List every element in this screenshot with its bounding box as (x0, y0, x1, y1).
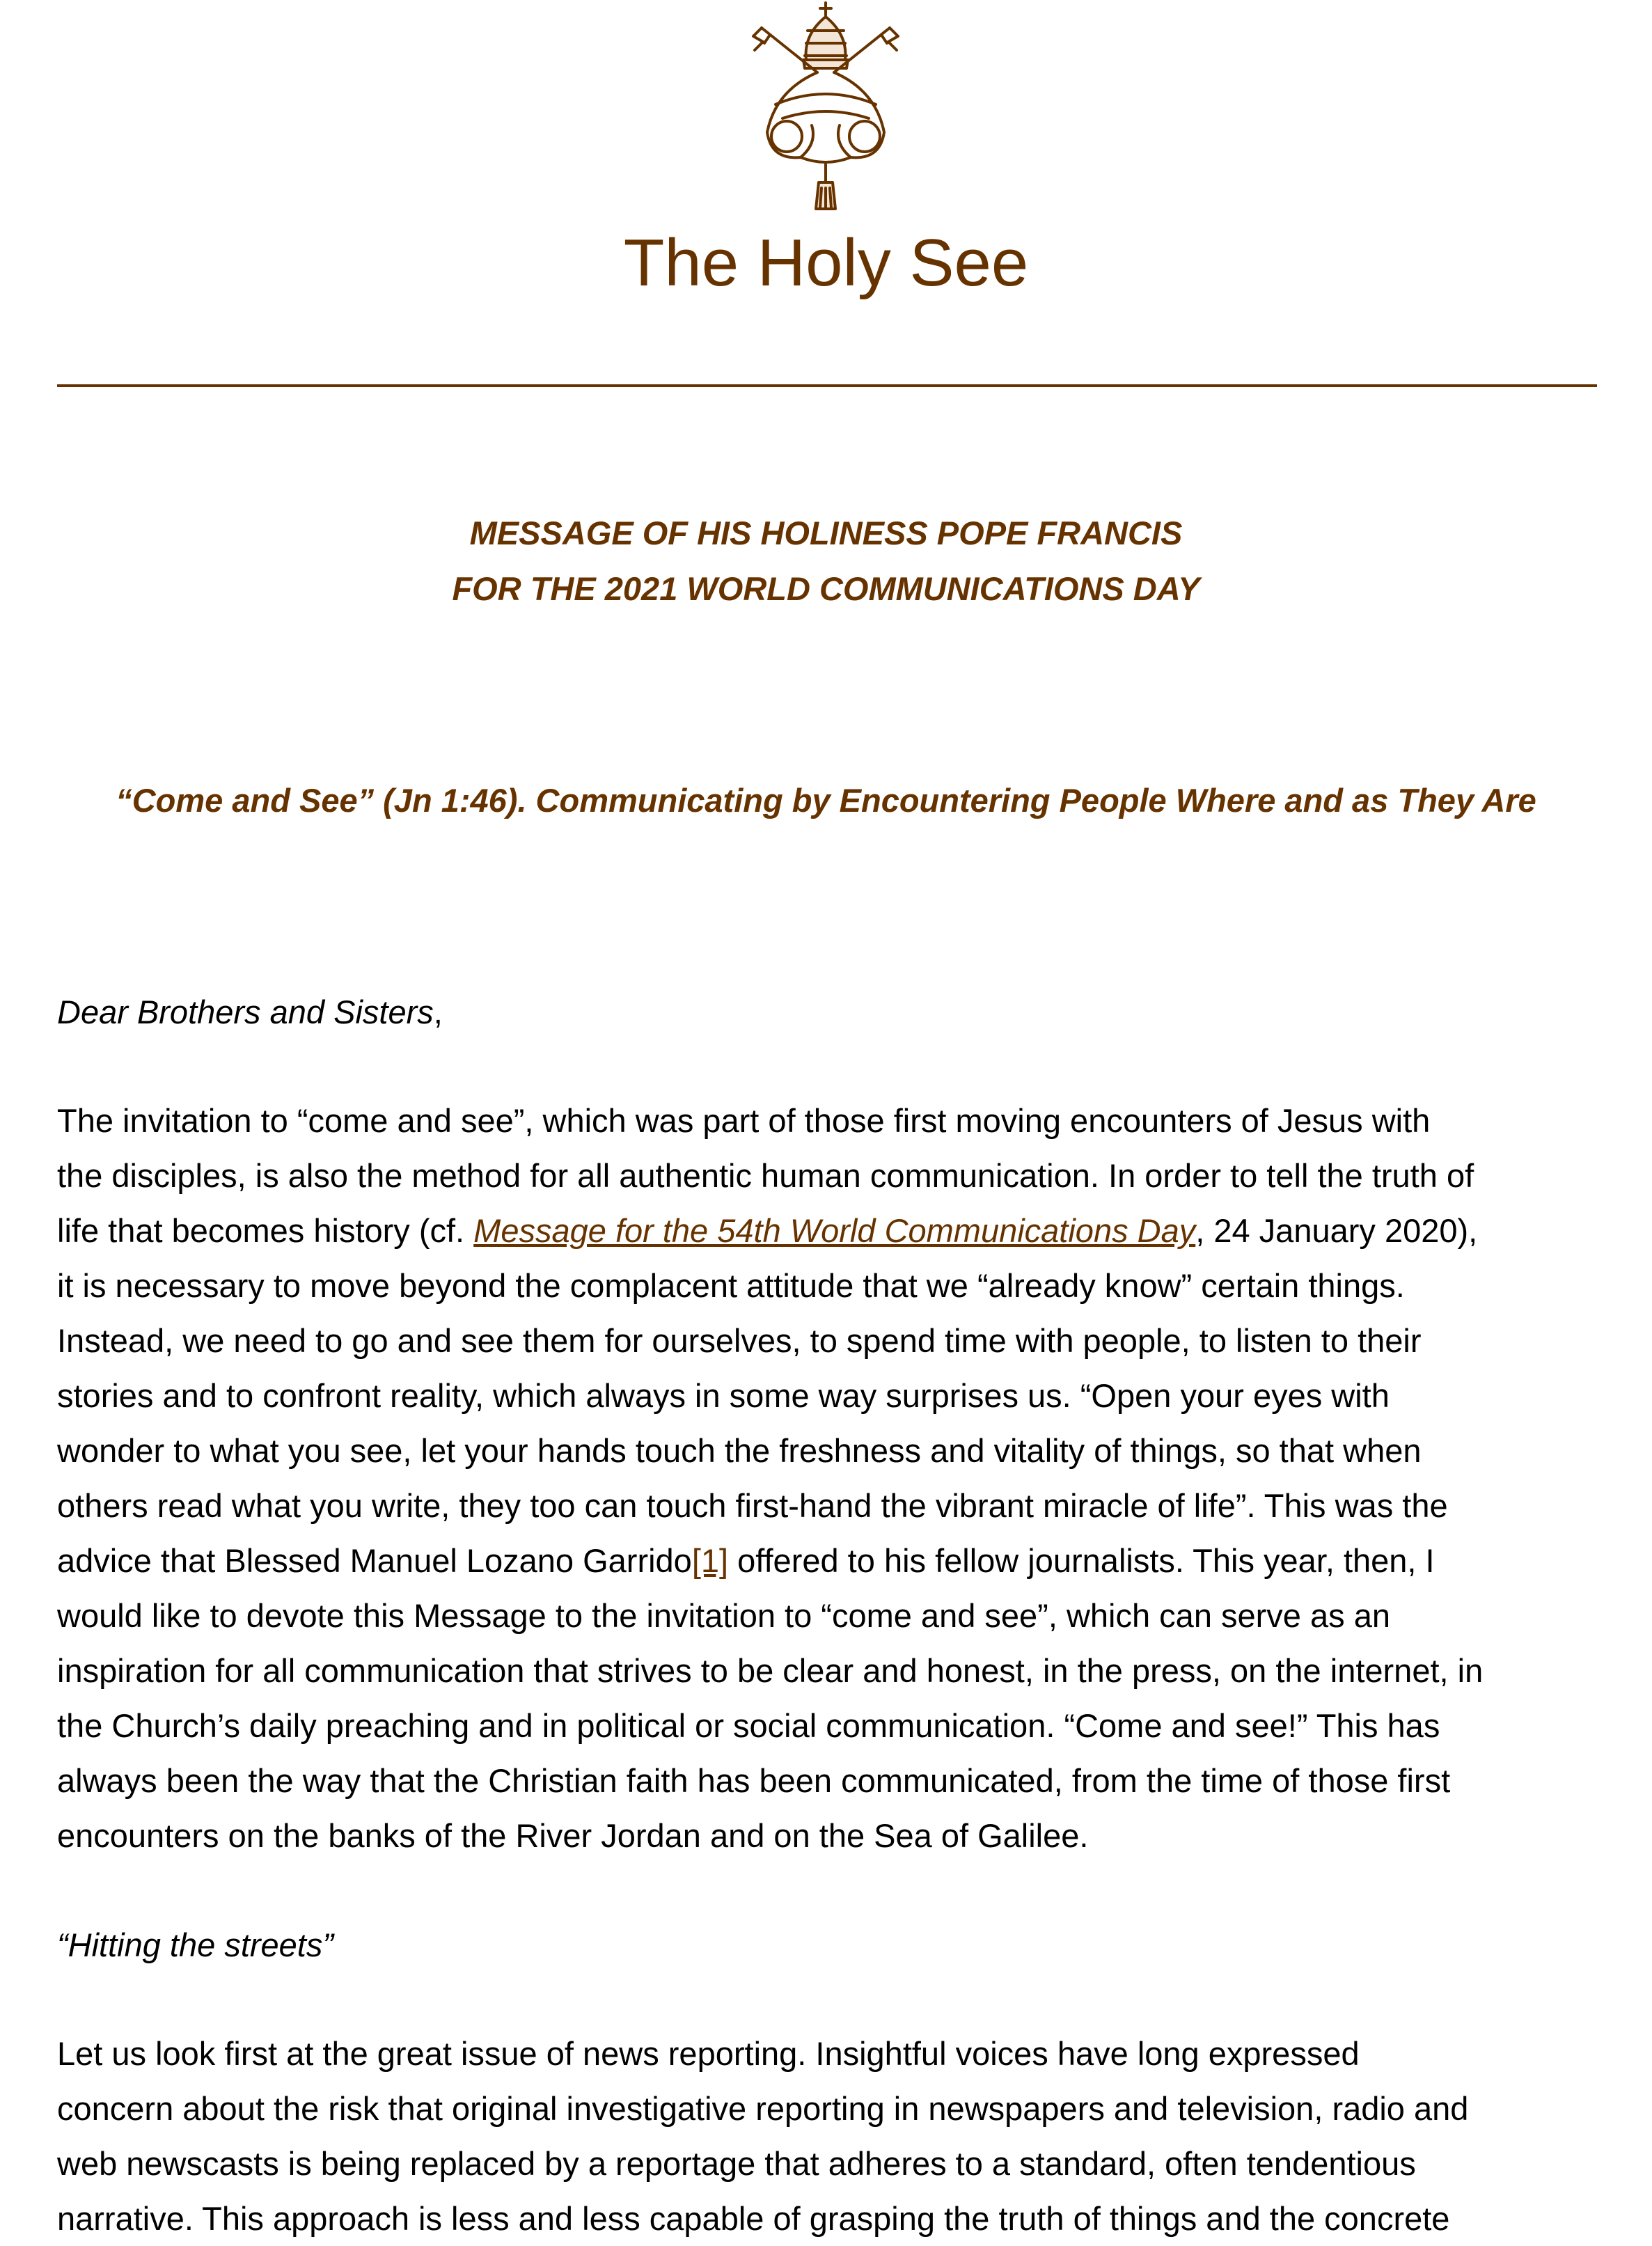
paragraph-2 (57, 2026, 1610, 2246)
salutation (57, 984, 1610, 1039)
paragraph-line: would like to devote this Message to the invitation to “come and see”, which can serve as an (57, 1597, 1390, 1634)
paragraph-1 (57, 1093, 1610, 1863)
paragraph-line: stories and to confront reality, which always in some way surprises us. “Open your eyes with (57, 1377, 1390, 1414)
paragraph-line: the disciples, is also the method for all authentic human communication. In order to tell the truth of (57, 1157, 1474, 1194)
paragraph-line: others read what you write, they too can touch first-hand the vibrant miracle of life”. This was the (57, 1487, 1448, 1524)
message-heading (0, 505, 1652, 617)
message-subtitle: “Come and See” (Jn 1:46). Communicating by Encountering People Where and as They Are (116, 782, 1536, 819)
paragraph-line: always been the way that the Christian faith has been communicated, from the time of those first (57, 1762, 1451, 1799)
papal-keys-emblem-icon (734, 0, 918, 217)
paragraph-line: The invitation to “come and see”, which was part of those first moving encounters of Jesus with (57, 1102, 1431, 1139)
paragraph-line: inspiration for all communication that strives to be clear and honest, in the press, on the internet, in (57, 1652, 1484, 1689)
paragraph-line: Instead, we need to go and see them for ourselves, to spend time with people, to listen to their (57, 1322, 1422, 1359)
salutation-text: Dear Brothers and Sisters (57, 994, 434, 1030)
paragraph-line: concern about the risk that original investigative reporting in newspapers and television, radio and (57, 2090, 1469, 2127)
salutation-comma: , (433, 994, 443, 1030)
message-54th-wcd-link[interactable]: Message for the 54th World Communications Day (473, 1212, 1196, 1249)
paragraph-line: Let us look first at the great issue of news reporting. Insightful voices have long expressed (57, 2035, 1360, 2072)
paragraph-line: encounters on the banks of the River Jordan and on the Sea of Galilee. (57, 1817, 1089, 1854)
header-divider (57, 384, 1597, 387)
site-title: The Holy See (623, 226, 1029, 300)
section-heading: “Hitting the streets” (57, 1926, 334, 1963)
message-heading-line1: MESSAGE OF HIS HOLINESS POPE FRANCIS (469, 515, 1183, 551)
paragraph-line: web newscasts is being replaced by a reportage that adheres to a standard, often tendentious (57, 2145, 1416, 2182)
message-heading-line2: FOR THE 2021 WORLD COMMUNICATIONS DAY (452, 570, 1200, 607)
paragraph-text: life that becomes history (cf. (57, 1212, 474, 1249)
paragraph-text: offered to his fellow journalists. This year, then, I (728, 1542, 1435, 1579)
paragraph-text: advice that Blessed Manuel Lozano Garrido (57, 1542, 692, 1579)
footnote-1-link[interactable]: [1] (691, 1542, 729, 1579)
paragraph-line: it is necessary to move beyond the complacent attitude that we “already know” certain things. (57, 1267, 1405, 1304)
paragraph-line (57, 1533, 1610, 1588)
paragraph-line: wonder to what you see, let your hands touch the freshness and vitality of things, so that when (57, 1432, 1422, 1469)
paragraph-line (57, 1203, 1610, 1258)
paragraph-line: the Church’s daily preaching and in political or social communication. “Come and see!” This has (57, 1707, 1440, 1744)
paragraph-line: narrative. This approach is less and less capable of grasping the truth of things and the concrete (57, 2200, 1450, 2237)
paragraph-text: , 24 January 2020), (1195, 1212, 1478, 1249)
